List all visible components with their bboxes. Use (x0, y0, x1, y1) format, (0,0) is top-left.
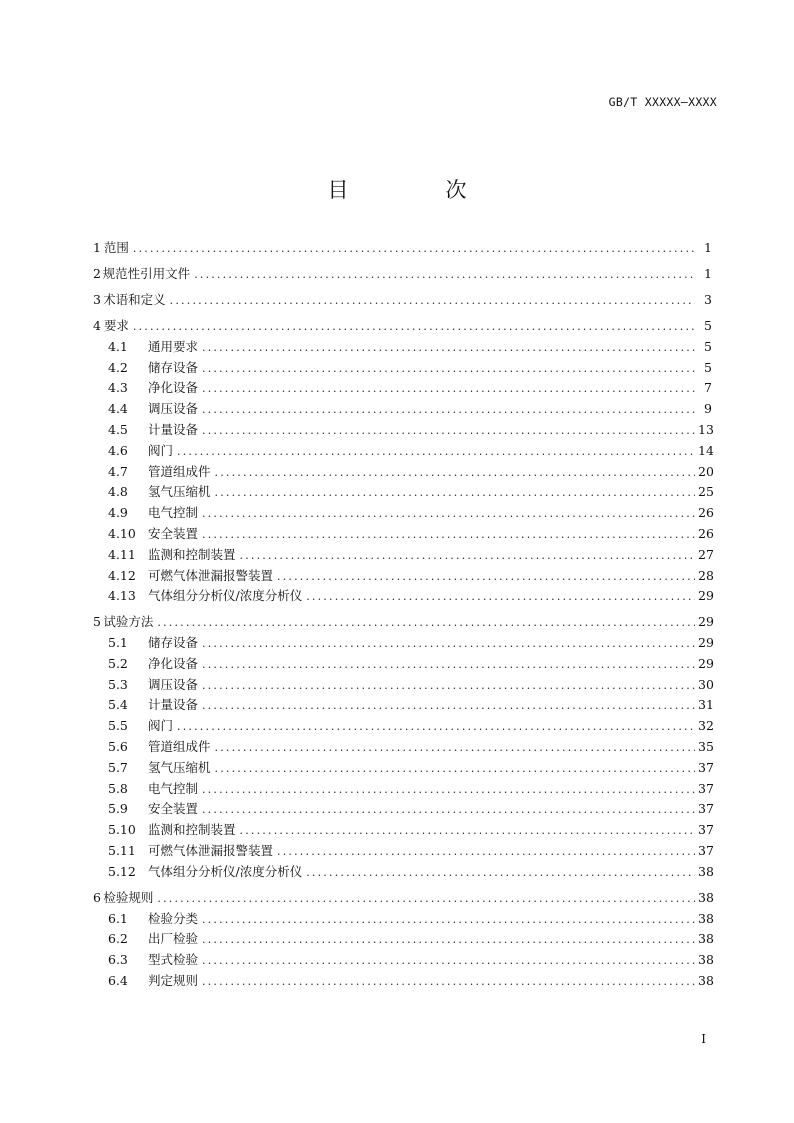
toc-entry[interactable] (93, 503, 712, 524)
toc-entry-page: 3 (704, 291, 712, 307)
toc-entry[interactable] (93, 737, 712, 758)
dot-leader (202, 359, 695, 380)
dot-leader (215, 759, 695, 780)
toc-entry-number: 4.13 (108, 588, 136, 604)
dot-leader (202, 655, 695, 676)
toc-entry-label: 术语和定义 (103, 291, 166, 307)
toc-entry[interactable] (93, 862, 712, 883)
toc-entry-label: 出厂检验 (148, 931, 199, 947)
toc-entry-page: 38 (698, 973, 714, 989)
dot-leader (133, 317, 695, 338)
toc-entry-page: 38 (698, 863, 714, 879)
toc-entry-label: 调压设备 (148, 401, 199, 417)
toc-entry[interactable] (93, 612, 712, 633)
toc-entry-number: 4.8 (108, 484, 128, 500)
toc-entry-label: 净化设备 (148, 655, 199, 671)
toc-entry[interactable] (93, 399, 712, 420)
toc-entry-number: 4.12 (108, 567, 136, 583)
toc-entry[interactable] (93, 337, 712, 358)
toc-entry-label: 管道组成件 (148, 463, 211, 479)
dot-leader (157, 613, 695, 634)
toc-entry-label: 气体组分分析仪/浓度分析仪 (148, 588, 303, 604)
toc-entry[interactable] (93, 462, 712, 483)
standard-number: GB/T XXXXX—XXXX (608, 95, 717, 109)
toc-entry-label: 可燃气体泄漏报警装置 (148, 567, 274, 583)
toc-entry-page: 38 (698, 910, 714, 926)
toc-entry-page: 29 (698, 614, 714, 630)
toc-entry-page: 30 (698, 676, 714, 692)
toc-entry-number: 6.4 (108, 973, 128, 989)
toc-entry-number: 4.6 (108, 442, 128, 458)
toc-entry-label: 计量设备 (148, 421, 199, 437)
dot-leader (202, 400, 695, 421)
toc-entry-page: 1 (704, 265, 712, 281)
toc-entry-label: 监测和控制装置 (148, 822, 236, 838)
dot-leader (202, 504, 695, 525)
toc-entry-number: 6.3 (108, 952, 128, 968)
toc-entry[interactable] (93, 545, 712, 566)
dot-leader (202, 379, 695, 400)
toc-entry-page: 31 (698, 697, 714, 713)
toc-entry-number: 5.6 (108, 739, 128, 755)
toc-entry-label: 调压设备 (148, 676, 199, 692)
dot-leader (202, 338, 695, 359)
dot-leader (202, 951, 695, 972)
toc-entry-number: 4.3 (108, 380, 128, 396)
toc-entry-label: 可燃气体泄漏报警装置 (148, 843, 274, 859)
toc-entry-number: 3 (93, 291, 101, 307)
dot-leader (202, 421, 695, 442)
toc-entry[interactable] (93, 888, 712, 909)
toc-entry-page: 26 (698, 505, 714, 521)
toc-entry[interactable] (93, 290, 712, 311)
toc-entry[interactable] (93, 566, 712, 587)
table-of-contents (93, 238, 712, 992)
toc-entry-page: 1 (704, 240, 712, 255)
toc-entry-page: 7 (704, 380, 712, 396)
toc-entry-page: 5 (704, 359, 712, 375)
toc-entry-label: 规范性引用文件 (102, 265, 191, 281)
toc-entry-number: 5.11 (108, 843, 136, 859)
toc-entry-number: 6 (93, 889, 101, 905)
dot-leader (202, 930, 695, 951)
toc-entry-page: 35 (698, 739, 714, 755)
toc-entry-label: 安全装置 (148, 801, 199, 817)
toc-entry[interactable] (93, 820, 712, 841)
dot-leader (215, 483, 695, 504)
toc-entry-number: 5.1 (108, 635, 128, 651)
toc-entry-number: 6.2 (108, 931, 128, 947)
toc-entry-number: 5.12 (108, 863, 136, 879)
toc-entry[interactable] (93, 929, 712, 950)
dot-leader (202, 800, 695, 821)
toc-entry-page: 37 (698, 822, 714, 838)
toc-entry-number: 5.5 (108, 718, 128, 734)
toc-entry[interactable] (93, 779, 712, 800)
toc-entry-label: 储存设备 (148, 635, 199, 651)
page-number: I (701, 1032, 706, 1046)
dot-leader (202, 525, 695, 546)
toc-entry-page: 25 (698, 484, 714, 500)
toc-entry-label: 要求 (103, 317, 129, 333)
dot-leader (306, 587, 695, 608)
toc-entry-label: 试验方法 (103, 614, 154, 630)
toc-entry-label: 通用要求 (148, 338, 199, 354)
toc-entry-label: 监测和控制装置 (148, 546, 236, 562)
toc-entry[interactable] (93, 971, 712, 992)
toc-entry-number: 6.1 (108, 910, 128, 926)
toc-entry[interactable] (93, 909, 712, 930)
toc-entry-label: 计量设备 (148, 697, 199, 713)
toc-entry-page: 38 (698, 889, 714, 905)
toc-entry-label: 阀门 (148, 718, 174, 734)
toc-entry[interactable] (93, 264, 712, 285)
toc-entry-page: 29 (698, 635, 714, 651)
dot-leader (240, 546, 695, 567)
dot-leader (202, 972, 695, 993)
toc-entry-label: 氢气压缩机 (148, 484, 211, 500)
toc-entry[interactable] (93, 654, 712, 675)
dot-leader (215, 463, 695, 484)
dot-leader (202, 676, 695, 697)
toc-entry-page: 37 (698, 801, 714, 817)
toc-entry-page: 5 (704, 338, 712, 354)
toc-entry-number: 4.2 (108, 359, 128, 375)
dot-leader (202, 696, 695, 717)
toc-entry-number: 4.7 (108, 463, 128, 479)
toc-entry-page: 5 (704, 317, 712, 333)
toc-entry-label: 储存设备 (148, 359, 199, 375)
toc-entry-page: 37 (698, 843, 714, 859)
toc-entry[interactable] (93, 695, 712, 716)
toc-entry-page: 38 (698, 952, 714, 968)
dot-leader (157, 889, 695, 910)
dot-leader (202, 780, 695, 801)
toc-entry-page: 37 (698, 759, 714, 775)
toc-entry-number: 5.9 (108, 801, 128, 817)
toc-entry-label: 检验规则 (103, 889, 154, 905)
dot-leader (177, 717, 695, 738)
toc-entry-number: 5.4 (108, 697, 128, 713)
toc-entry-number: 2 (93, 265, 101, 281)
toc-entry[interactable] (93, 524, 712, 545)
toc-entry[interactable] (93, 950, 712, 971)
toc-entry-label: 安全装置 (148, 525, 199, 541)
toc-entry-page: 27 (698, 546, 714, 562)
dot-leader (133, 239, 695, 260)
toc-entry[interactable] (93, 482, 712, 503)
toc-entry-label: 气体组分分析仪/浓度分析仪 (148, 863, 303, 879)
dot-leader (306, 863, 695, 884)
toc-entry-number: 4.9 (108, 505, 128, 521)
toc-entry-page: 37 (698, 780, 714, 796)
dot-leader (240, 821, 695, 842)
toc-entry-number: 4.5 (108, 421, 128, 437)
toc-entry-label: 净化设备 (148, 380, 199, 396)
toc-entry[interactable] (93, 586, 712, 607)
toc-entry-number: 5.8 (108, 780, 128, 796)
toc-entry-label: 管道组成件 (148, 739, 211, 755)
toc-entry-page: 32 (698, 718, 714, 734)
toc-entry-number: 4.10 (108, 525, 136, 541)
toc-entry[interactable] (93, 441, 712, 462)
dot-leader (215, 738, 695, 759)
dot-leader (277, 842, 695, 863)
page-title: 目 次 (327, 178, 505, 202)
toc-entry-number: 5.7 (108, 759, 128, 775)
toc-entry-label: 检验分类 (148, 910, 199, 926)
toc-entry-label: 电气控制 (148, 505, 199, 521)
toc-entry[interactable] (93, 675, 712, 696)
dot-leader (277, 567, 695, 588)
toc-entry-number: 4 (93, 317, 101, 333)
toc-entry[interactable] (93, 238, 712, 259)
toc-entry-page: 29 (698, 655, 714, 671)
toc-entry[interactable] (93, 378, 712, 399)
toc-entry-number: 4.4 (108, 401, 128, 417)
toc-entry-label: 氢气压缩机 (148, 759, 211, 775)
toc-entry[interactable] (93, 758, 712, 779)
toc-entry-number: 4.1 (108, 338, 128, 354)
toc-entry-number: 5.3 (108, 676, 128, 692)
toc-entry-label: 型式检验 (148, 952, 199, 968)
toc-entry[interactable] (93, 358, 712, 379)
toc-entry[interactable] (93, 841, 712, 862)
dot-leader (202, 910, 695, 931)
toc-entry-page: 26 (698, 525, 714, 541)
toc-entry-number: 5.10 (108, 822, 136, 838)
toc-entry-number: 4.11 (108, 546, 136, 562)
toc-entry[interactable] (93, 316, 712, 337)
toc-entry[interactable] (93, 799, 712, 820)
dot-leader (202, 634, 695, 655)
toc-entry-page: 20 (698, 463, 714, 479)
toc-entry-page: 28 (698, 567, 714, 583)
toc-entry-label: 阀门 (148, 442, 174, 458)
toc-entry-number: 5 (93, 614, 101, 630)
toc-entry[interactable] (93, 633, 712, 654)
toc-entry-page: 13 (698, 421, 714, 437)
toc-entry-label: 电气控制 (148, 780, 199, 796)
toc-entry-number: 5.2 (108, 655, 128, 671)
dot-leader (177, 442, 695, 463)
dot-leader (194, 265, 695, 286)
toc-entry-page: 14 (698, 442, 714, 458)
toc-entry-page: 9 (704, 401, 712, 417)
toc-entry-number: 1 (93, 240, 101, 255)
toc-entry-label: 判定规则 (148, 973, 199, 989)
toc-entry[interactable] (93, 420, 712, 441)
toc-entry-page: 29 (698, 588, 714, 604)
toc-entry[interactable] (93, 716, 712, 737)
toc-entry-label: 范围 (103, 240, 129, 255)
toc-entry-page: 38 (698, 931, 714, 947)
dot-leader (170, 291, 695, 312)
